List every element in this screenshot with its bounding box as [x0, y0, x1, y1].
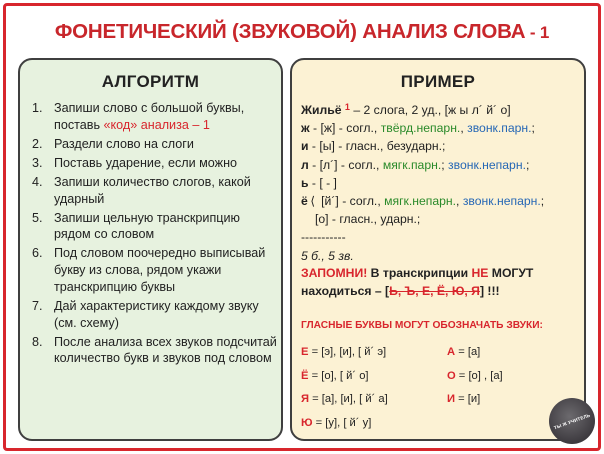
warning-note	[301, 264, 583, 300]
row-end: ;	[531, 121, 535, 136]
vowel-sounds: = [о], [ й´ о]	[308, 369, 369, 382]
teacher-logo-icon	[549, 398, 595, 444]
algorithm-step	[32, 100, 280, 134]
hardness-label: мягк.парн.	[382, 157, 442, 172]
step-text: После анализа всех звуков подсчитай количество букв и звуков под словом	[54, 334, 277, 366]
step-text: Дай характеристику каждому звуку (см. схему)	[54, 298, 259, 330]
algorithm-step	[32, 334, 280, 368]
vowel-sounds: = [э], [и], [ й´ э]	[308, 346, 387, 358]
algorithm-panel	[18, 58, 283, 441]
letter-sound: - [л´] - согл.,	[308, 157, 383, 172]
step-text: Раздели слово на слоги	[54, 136, 194, 151]
step-text: Запиши слово с большой буквы, поставь	[54, 101, 245, 132]
vowel-entry	[301, 393, 388, 405]
step-text: Под словом поочередно выписывай букву из слова, рядом укажи транскрипцию буквы	[54, 246, 266, 294]
letter-sound: [о] - гласн., ударн.;	[315, 212, 421, 227]
vowel-entry	[447, 341, 480, 365]
step-text: Запиши цельную транскрипцию рядом со словом	[54, 210, 240, 242]
letter-row	[301, 156, 585, 174]
letter: и	[301, 139, 309, 154]
vowel-row	[301, 388, 583, 412]
vowel-entry	[301, 417, 371, 429]
vowel-sounds: = [а], [и], [ й´ а]	[309, 393, 388, 405]
algorithm-steps	[32, 100, 280, 369]
vowel-entry	[301, 370, 369, 382]
totals: 5 б., 5 зв.	[301, 248, 354, 263]
separator: ,	[460, 121, 468, 136]
hardness-label: мягк.непарн.	[384, 194, 457, 209]
step-number: 8.	[32, 334, 43, 349]
letter-sound: - [ы] - гласн., безударн.;	[308, 139, 446, 154]
example-word: Жильё	[301, 103, 342, 117]
row-end: ;	[540, 194, 545, 209]
letter-row	[301, 137, 585, 155]
vowel-letter: И	[447, 393, 456, 405]
letter-row	[301, 210, 585, 228]
warning-not: НЕ	[471, 266, 489, 280]
vowel-letter: Ю	[301, 416, 313, 429]
algorithm-step	[32, 245, 280, 295]
letter: л	[301, 157, 309, 172]
letter-sound: - [ - ]	[308, 175, 337, 190]
step-number: 1.	[32, 101, 43, 115]
vowel-letter: Ё	[301, 369, 309, 382]
example-analysis	[301, 98, 585, 265]
separator: ,	[456, 194, 463, 209]
letter-sound: [й´] - согл.,	[317, 194, 385, 209]
step-number: 3.	[32, 155, 43, 170]
vowel-sounds: = [о] , [а]	[455, 369, 503, 382]
page-title	[0, 20, 604, 44]
algorithm-step	[32, 298, 280, 332]
row-end: ;	[525, 157, 530, 172]
brace-icon: ⟨	[310, 194, 316, 209]
algorithm-step	[32, 155, 280, 172]
vowel-row	[301, 365, 583, 389]
logo-text: ТЫ Ж УЧИТЕЛЬ	[553, 412, 591, 430]
algorithm-heading: АЛГОРИТМ	[101, 72, 200, 91]
vowel-sounds: = [а]	[455, 346, 481, 358]
voicing-label: звонк.непарн.	[448, 157, 526, 172]
vowel-letter: О	[447, 369, 456, 382]
letter: ж	[301, 121, 310, 136]
step-number: 5.	[32, 210, 43, 225]
vowel-letter: А	[447, 346, 456, 358]
vowel-entry	[447, 365, 503, 389]
voicing-label: звонк.парн.	[467, 121, 532, 136]
vowel-row	[301, 412, 583, 436]
title-number: - 1	[525, 23, 550, 42]
letter: ё	[301, 194, 308, 209]
vowel-letter: Я	[301, 393, 310, 405]
vowels-table	[301, 341, 583, 435]
algorithm-step	[32, 174, 280, 208]
vowel-entry	[447, 388, 480, 412]
letter-sound: - [ж] - согл.,	[309, 121, 381, 136]
analysis-code: 1	[344, 102, 350, 112]
step-text: Запиши количество слогов, какой ударный	[54, 174, 251, 206]
divider: -----------	[301, 230, 346, 245]
example-heading: ПРИМЕР	[400, 72, 476, 91]
step-number: 4.	[32, 174, 43, 189]
vowel-sounds: = [и]	[455, 393, 481, 405]
step-text: Поставь ударение, если можно	[54, 155, 238, 170]
step-highlight: «код» анализа – 1	[103, 117, 210, 132]
vowels-heading: ГЛАСНЫЕ БУКВЫ МОГУТ ОБОЗНАЧАТЬ ЗВУКИ:	[301, 320, 543, 331]
vowel-sounds: = [у], [ й´ у]	[312, 416, 372, 429]
forbidden-letters: Ь, Ъ, Е, Ё, Ю, Я	[389, 284, 480, 298]
warning-label: ЗАПОМНИ!	[301, 266, 368, 280]
title-text: ФОНЕТИЧЕСКИЙ (ЗВУКОВОЙ) АНАЛИЗ СЛОВА	[54, 20, 526, 43]
algorithm-step	[32, 210, 280, 244]
warning-text: В транскрипции	[367, 266, 472, 280]
example-word-row	[301, 98, 585, 119]
vowel-letter: Е	[301, 346, 309, 358]
example-panel	[290, 58, 586, 441]
step-number: 6.	[32, 246, 43, 261]
letter-row	[301, 119, 585, 137]
algorithm-step	[32, 136, 280, 153]
letter-row	[301, 174, 585, 192]
voicing-label: звонк.непарн.	[462, 194, 541, 209]
warning-text: ] !!!	[479, 284, 500, 298]
example-word-info: – 2 слога, 2 уд., [ж ы л´ й´ о]	[349, 103, 511, 117]
step-number: 7.	[32, 298, 43, 313]
vowel-entry	[301, 346, 386, 358]
warning-text: МОГУТ находиться – [	[301, 266, 534, 298]
letter: ь	[301, 175, 309, 190]
step-number: 2.	[32, 136, 43, 151]
separator: ;	[441, 157, 449, 172]
hardness-label: твёрд.непарн.	[380, 121, 461, 136]
vowel-row	[301, 341, 583, 365]
letter-row	[301, 192, 585, 210]
